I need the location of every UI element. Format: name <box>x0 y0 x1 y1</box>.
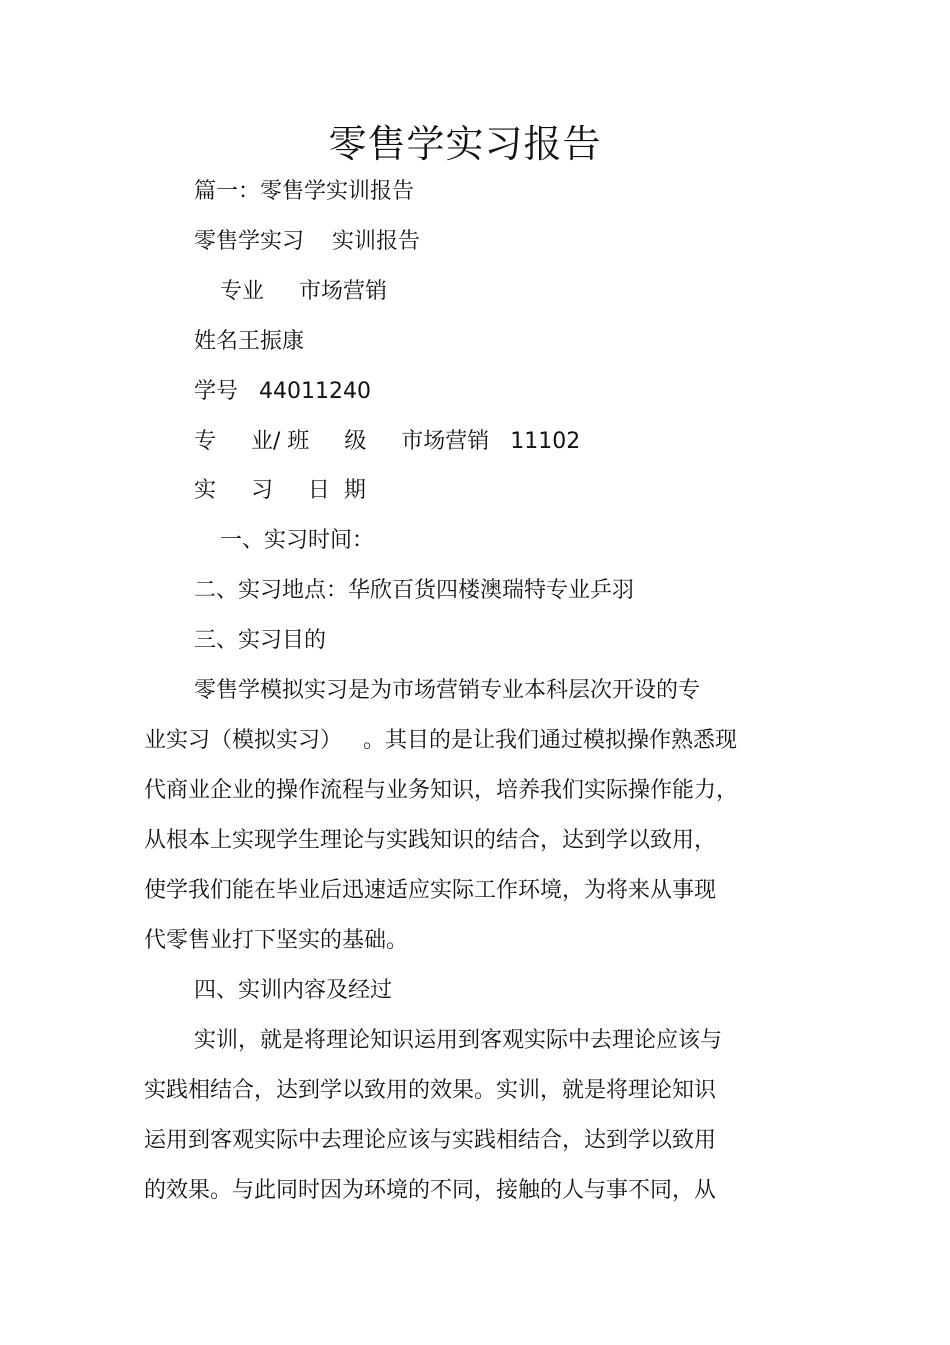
paragraph-line: 零售学模拟实习是为市场营销专业本科层次开设的专 <box>194 678 701 703</box>
paragraph-line: 的效果。与此同时因为环境的不同，接触的人与事不同，从 <box>144 1178 717 1203</box>
section-purpose: 三、实习目的 <box>194 628 327 653</box>
date-line: 实 习 日 期 <box>194 478 366 503</box>
paragraph-line: 实践相结合，达到学以致用的效果。实训，就是将理论知识 <box>144 1078 717 1103</box>
section-heading-1: 篇一：零售学实训报告 <box>194 179 415 204</box>
class-line: 专 业/ 班 级 市场营销 11102 <box>194 429 581 454</box>
section-time: 一、实习时间： <box>220 528 375 553</box>
section-content: 四、实训内容及经过 <box>194 978 393 1003</box>
paragraph-line: 从根本上实现学生理论与实践知识的结合，达到学以致用， <box>144 828 717 853</box>
paragraph-line: 代商业企业的操作流程与业务知识，培养我们实际操作能力， <box>144 778 739 803</box>
paragraph-line: 运用到客观实际中去理论应该与实践相结合，达到学以致用 <box>144 1128 717 1153</box>
paragraph-line: 业实习（模拟实习） 。其目的是让我们通过模拟操作熟悉现 <box>144 728 737 753</box>
report-subtitle: 零售学实习 实训报告 <box>194 229 420 254</box>
paragraph-line: 代零售业打下坚实的基础。 <box>144 928 409 953</box>
document-title: 零售学实习报告 <box>328 122 602 166</box>
paragraph-line: 使学我们能在毕业后迅速适应实际工作环境，为将来从事现 <box>144 878 717 903</box>
major-line: 专业 市场营销 <box>220 279 387 304</box>
paragraph-line: 实训，就是将理论知识运用到客观实际中去理论应该与 <box>194 1028 723 1053</box>
student-id-line: 学号 44011240 <box>194 379 371 404</box>
name-line: 姓名王振康 <box>194 329 305 354</box>
section-location: 二、实习地点：华欣百货四楼澳瑞特专业乒羽 <box>194 578 635 603</box>
